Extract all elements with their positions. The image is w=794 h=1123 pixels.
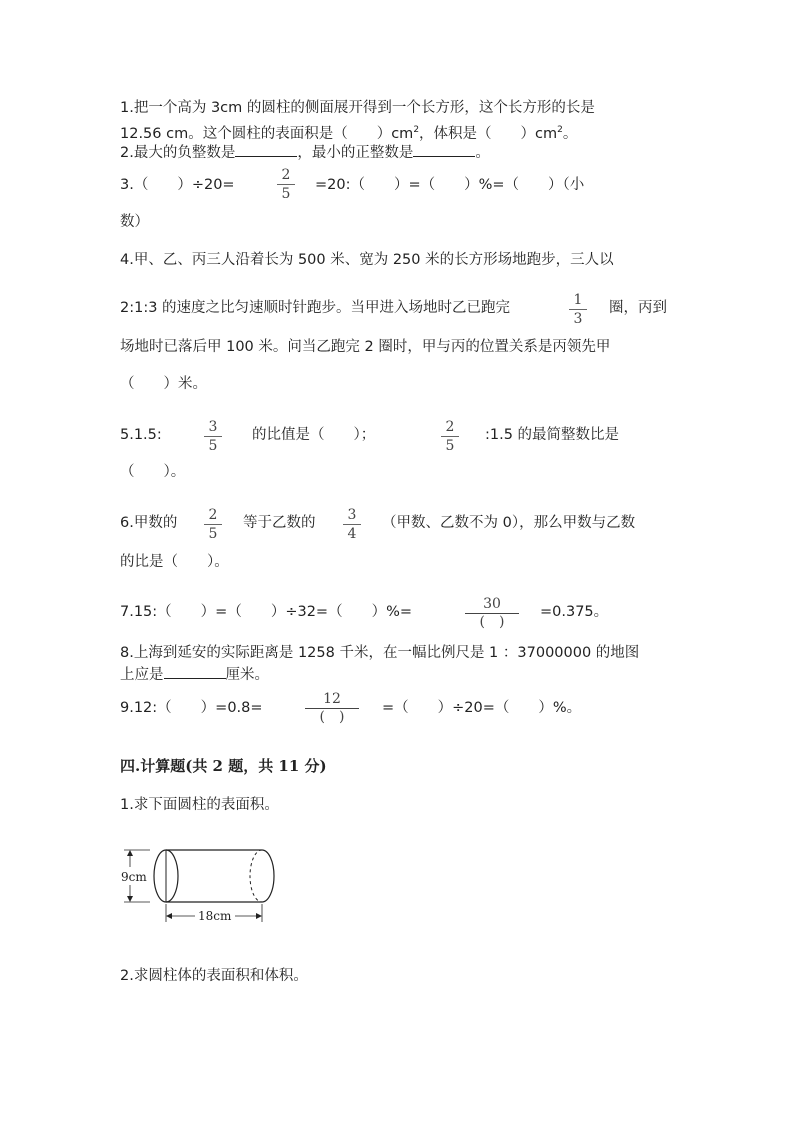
q7-fraction — [465, 596, 519, 631]
q9-frac-den: ( ) — [319, 709, 345, 725]
q5-fraction-2 — [435, 418, 465, 455]
q8-blank[interactable] — [164, 664, 226, 679]
q4-fraction — [563, 291, 593, 328]
q6-frac1-num: 2 — [208, 507, 218, 523]
q8-line2 — [120, 664, 269, 685]
q5-frac2-den: 5 — [445, 438, 455, 454]
q2-text-b: ，最小的正整数是 — [297, 145, 414, 161]
q3-text-a: 3.（ ）÷20= — [120, 177, 235, 193]
length-arrow-left — [166, 913, 172, 919]
q1-sup-b: 2 — [557, 125, 563, 135]
q1-sup-a: 2 — [413, 125, 420, 135]
calc2-text: 2.求圆柱体的表面积和体积。 — [120, 968, 308, 984]
q9-fraction — [305, 691, 359, 726]
q6-frac2-den: 4 — [347, 526, 357, 542]
q5-text-a: 5.1.5: — [120, 427, 162, 443]
q6-text-c: （甲数、乙数不为 0），那么甲数与乙数 — [382, 515, 636, 531]
q6-text-d: 的比是（ ）。 — [120, 554, 229, 570]
q3-text-c: 数） — [120, 214, 149, 230]
q6-text-b: 等于乙数的 — [243, 515, 316, 531]
cylinder-right-arc-front — [262, 850, 274, 902]
q2-blank-2[interactable] — [413, 142, 475, 157]
q5-text-d: （ ）。 — [120, 464, 186, 480]
q4-line1: 4.甲、乙、丙三人沿着长为 500 米、宽为 250 米的长方形场地跑步，三人以 — [120, 252, 614, 268]
q5-text-c: :1.5 的最简整数比是 — [485, 427, 620, 443]
q7-frac-den: ( ) — [479, 614, 505, 630]
q9-text-a: 9.12:（ ）=0.8= — [120, 700, 263, 716]
q7-frac-num: 30 — [483, 596, 501, 612]
q2-text-a: 2.最大的负整数是 — [120, 145, 236, 161]
q5-frac1-num: 3 — [208, 419, 218, 435]
q6-text-a: 6.甲数的 — [120, 515, 178, 531]
q6-frac1-den: 5 — [208, 526, 218, 542]
q3-frac-num: 2 — [281, 167, 291, 183]
q4-line3: 场地时已落后甲 100 米。问当乙跑完 2 圈时，甲与丙的位置关系是丙领先甲 — [120, 339, 611, 355]
q2-blank-1[interactable] — [235, 142, 297, 157]
q1-text-c: 。 — [562, 125, 578, 142]
q4-line4: （ ）米。 — [120, 376, 207, 392]
q9-frac-num: 12 — [323, 691, 341, 707]
q1-text-b: ，体积是（ ）cm — [419, 125, 558, 142]
q8-text-b: 厘米。 — [225, 667, 269, 683]
cylinder-right-arc-hidden — [250, 850, 262, 902]
q5-text-b: 的比值是（ ）； — [252, 427, 376, 443]
q1-line2 — [120, 120, 577, 144]
q8-text-a: 上应是 — [120, 667, 164, 683]
calc1-text: 1.求下面圆柱的表面积。 — [120, 797, 279, 813]
section-4-heading: 四.计算题(共 2 题，共 11 分) — [120, 757, 327, 775]
length-label: 18cm — [198, 909, 232, 923]
q6-frac2-num: 3 — [347, 507, 357, 523]
q7-text-b: =0.375。 — [540, 604, 609, 620]
cylinder-diagram — [120, 838, 290, 928]
q1-text-a: 12.56 cm。这个圆柱的表面积是（ ）cm — [120, 125, 414, 142]
q2-line — [120, 142, 490, 163]
q6-fraction-1 — [198, 506, 228, 543]
q5-fraction-1 — [198, 418, 228, 455]
q5-frac2-num: 2 — [445, 419, 455, 435]
q4-line2b: 圈，丙到 — [609, 300, 667, 316]
q2-text-c: 。 — [475, 145, 490, 161]
q7-text-a: 7.15:（ ）=（ ）÷32=（ ）%= — [120, 604, 412, 620]
height-arrow-down — [127, 896, 133, 902]
q3-text-b: =20:（ ）=（ ）%=（ ）（小 — [315, 177, 585, 193]
q1-line1: 1.把一个高为 3cm 的圆柱的侧面展开得到一个长方形，这个长方形的长是 — [120, 100, 595, 116]
length-arrow-right — [256, 913, 262, 919]
q3-fraction — [271, 166, 301, 203]
q5-frac1-den: 5 — [208, 438, 218, 454]
height-arrow-up — [127, 850, 133, 856]
q9-text-b: =（ ）÷20=（ ）%。 — [382, 700, 582, 716]
q4-frac-num: 1 — [573, 292, 583, 308]
q3-frac-den: 5 — [281, 186, 291, 202]
cylinder-figure — [120, 838, 290, 932]
q4-frac-den: 3 — [573, 311, 583, 327]
q6-fraction-2 — [337, 506, 367, 543]
height-label: 9cm — [121, 870, 147, 884]
q4-line2a: 2:1:3 的速度之比匀速顺时针跑步。当甲进入场地时乙已跑完 — [120, 300, 511, 316]
q8-line1: 8.上海到延安的实际距离是 1258 千米，在一幅比例尺是 1 ：37000000 的地图 — [120, 645, 640, 661]
